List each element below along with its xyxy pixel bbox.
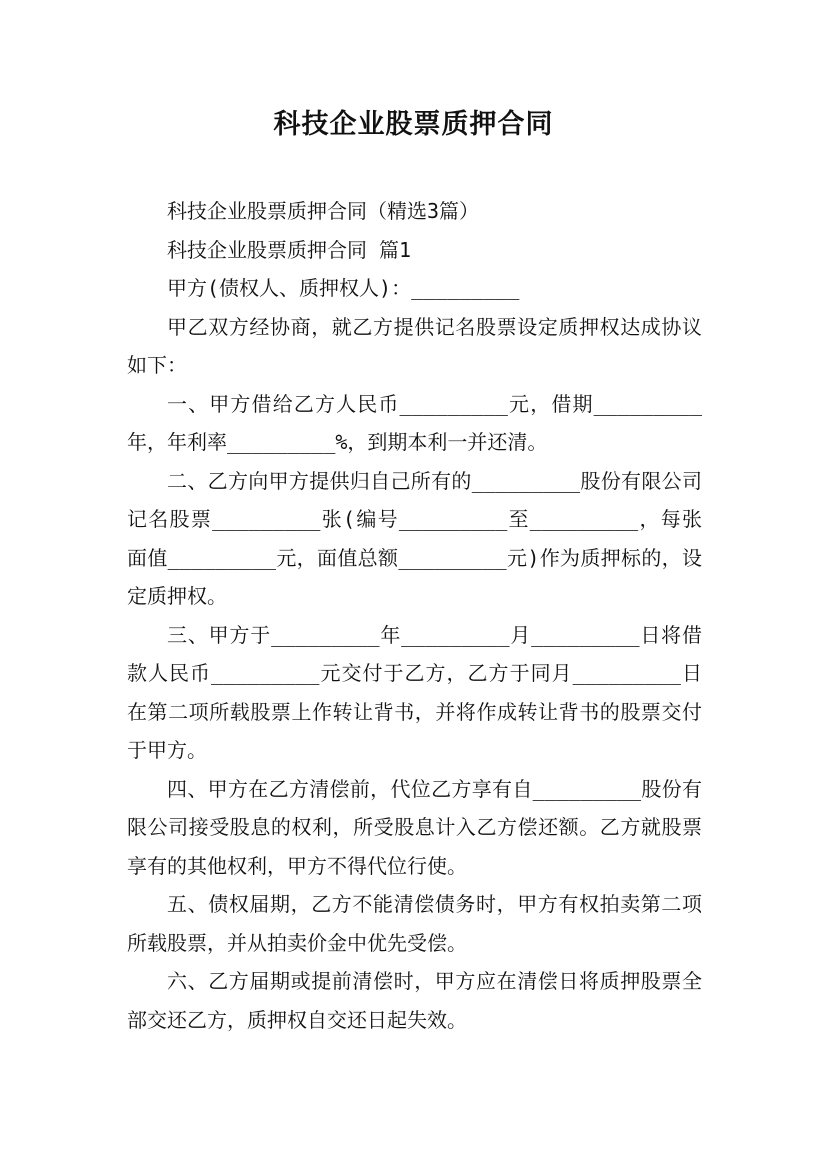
document-title: 科技企业股票质押合同	[273, 109, 554, 140]
clause-4: 四、甲方在乙方清偿前，代位乙方享有自_________股份有限公司接受股息的权利，所受股息计入乙方偿还额。乙方就股票享有的其他权利，甲方不得代位行使。	[127, 776, 702, 878]
clause-6: 六、乙方届期或提前清偿时，甲方应在清偿日将质押股票全部交还乙方，质押权自交还日起失效。	[127, 969, 702, 1032]
section-heading: 科技企业股票质押合同 篇1	[167, 237, 412, 262]
party-a-line: 甲方(债权人、质押权人)：_________	[167, 276, 520, 300]
document-body	[127, 192, 702, 1039]
preamble-paragraph: 甲乙双方经协商，就乙方提供记名股票设定质押权达成协议如下：	[127, 314, 702, 377]
clause-1: 一、甲方借给乙方人民币_________元，借期_________年，年利率_________%，到期本利一并还清。	[127, 391, 702, 454]
clause-2: 二、乙方向甲方提供归自己所有的_________股份有限公司记名股票_________张(编号_________至_________，每张面值_________元，面值总额_________元)作为质押标的，设定质押权。	[127, 468, 702, 608]
subtitle-selected: 科技企业股票质押合同（精选3篇）	[167, 199, 480, 223]
clause-3: 三、甲方于_________年_________月_________日将借款人民币_________元交付于乙方，乙方于同月_________日在第二项所载股票上作转让背书，并将作成转让背书的股票交付于甲方。	[127, 622, 702, 762]
clause-5: 五、债权届期，乙方不能清偿债务时，甲方有权拍卖第二项所载股票，并从拍卖价金中优先受偿。	[127, 892, 702, 955]
